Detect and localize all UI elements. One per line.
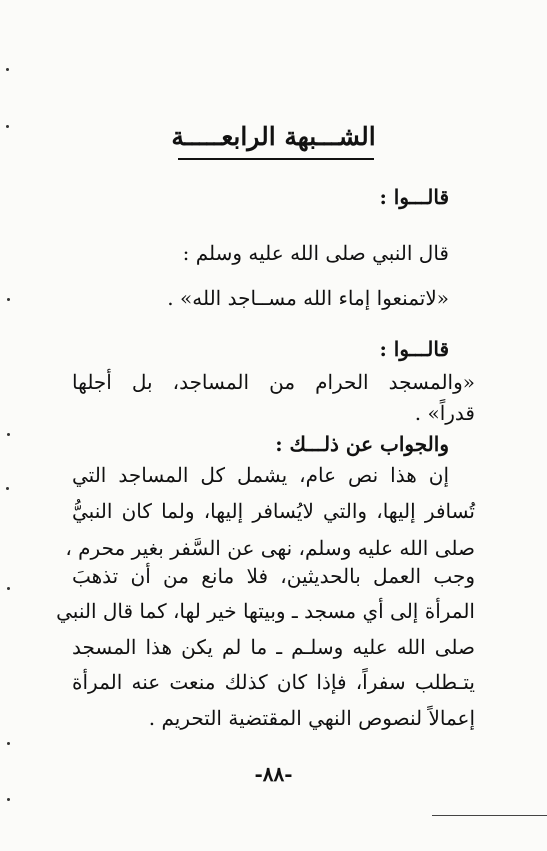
text-line: صلى الله عليه وسلم، نهى عن السَّفر بغير محرم ، xyxy=(65,536,475,560)
text-line: تُسافر إليها، والتي لايُسافر إليها، ولما كان النبيُّ xyxy=(72,499,476,523)
text-line: إن هذا نص عام، يشمل كل المساجد التي xyxy=(72,463,449,487)
margin-speck xyxy=(7,587,10,590)
margin-speck xyxy=(6,68,9,71)
text-line: «والمسجد الحرام من المساجد، بل أجلها xyxy=(72,370,475,394)
bottom-rule xyxy=(432,815,547,816)
text-line: صلى الله عليه وسلـم ـ ما لم يكن هذا المسجد xyxy=(72,635,475,659)
margin-speck xyxy=(7,298,10,301)
text-line: إعمالاً لنصوص النهي المقتضية التحريم . xyxy=(148,706,475,730)
margin-speck xyxy=(7,742,10,745)
text-line: المرأة إلى أي مسجد ـ وبيتها خير لها، كما قال النبي xyxy=(56,599,475,623)
margin-speck xyxy=(7,798,10,801)
title-underline xyxy=(178,158,374,160)
text-line: قال النبي صلى الله عليه وسلم : xyxy=(182,241,449,265)
section-title: الشـــبهة الرابعـــــة xyxy=(171,122,376,151)
margin-speck xyxy=(7,433,10,436)
text-line: قدراً» . xyxy=(414,401,475,425)
heading-they-said: قالـــوا : xyxy=(379,185,449,209)
text-line: وجب العمل بالحديثين، فلا مانع من أن تذهبَ xyxy=(72,564,475,588)
hadith-quote: «لاتمنعوا إماء الله مســاجد الله» . xyxy=(167,286,449,310)
text-line: يتـطلب سفراً، فإذا كان كذلك منعت عنه المرأة xyxy=(72,670,475,694)
heading-they-said: قالـــوا : xyxy=(379,337,449,361)
heading-the-answer: والجواب عن ذلـــك : xyxy=(275,432,449,456)
page-number: -٨٨- xyxy=(254,762,293,786)
margin-speck xyxy=(6,487,9,490)
